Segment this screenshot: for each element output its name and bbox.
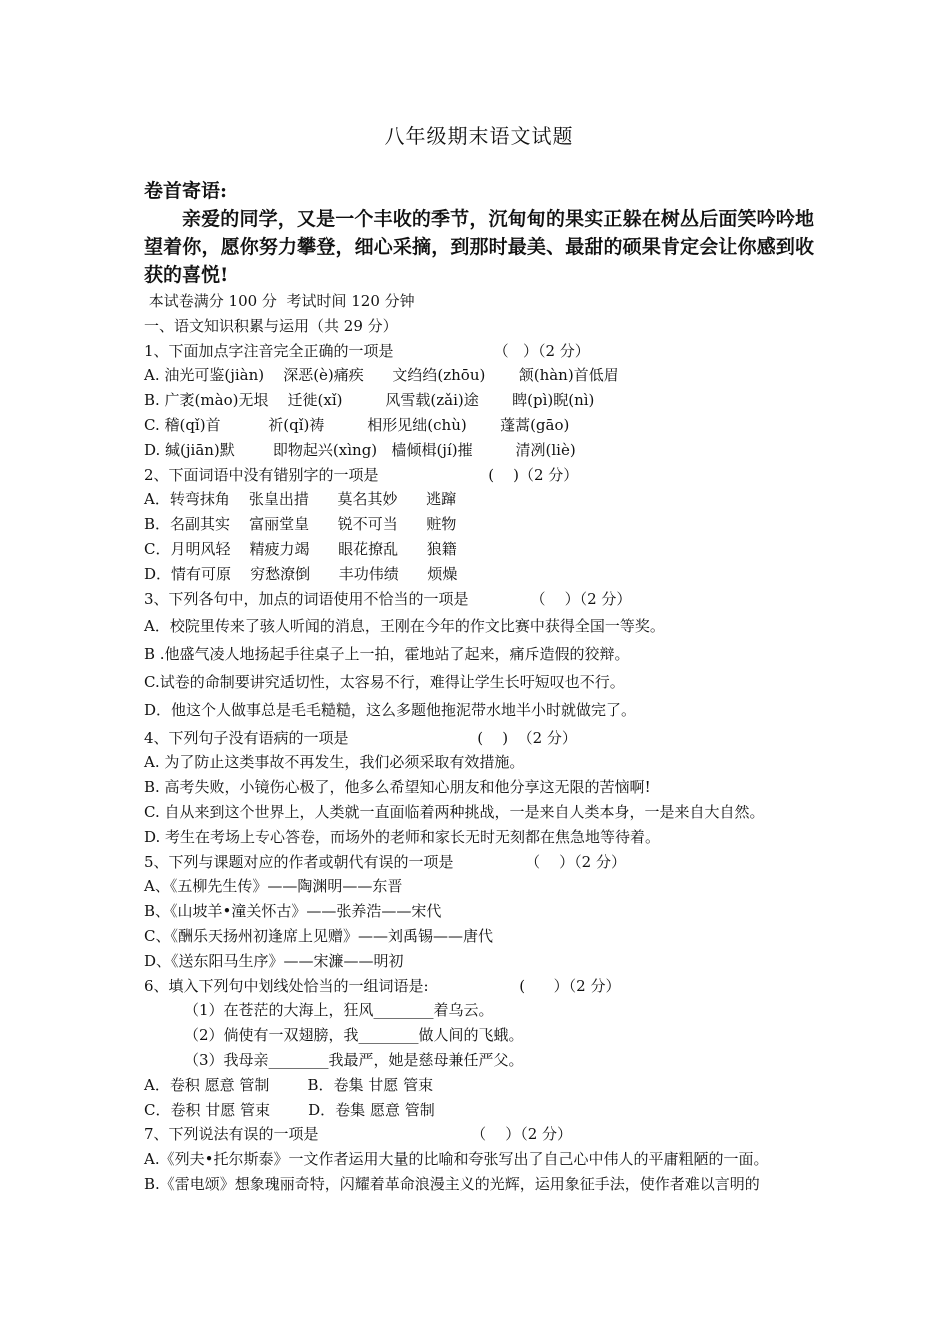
question-1-option-a: A. 油光可鉴(jiàn) 深恶(è)痛疾 文绉绉(zhōu) 颔(hàn)首低眉 [144,366,619,385]
question-7-option-a: A.《列夫•托尔斯泰》一文作者运用大量的比喻和夸张写出了自己心中伟人的平庸粗陋的一面。 [144,1150,769,1169]
question-5-stem: 5、下列与课题对应的作者或朝代有误的一项是 （ ）（2 分） [144,852,626,871]
question-5-option-d: D、《送东阳马生序》——宋濂——明初 [144,951,404,970]
question-6-item-3: （3）我母亲________我最严，她是慈母兼任严父。 [184,1050,524,1069]
question-6-options-ab: A．卷积 愿意 管制 B．卷集 甘愿 管束 [144,1075,434,1094]
page-title: 八年级期末语文试题 [384,124,574,148]
question-6-options-cd: C．卷积 甘愿 管束 D．卷集 愿意 管制 [144,1100,435,1119]
question-3-option-c: C.试卷的命制要讲究适切性，太容易不行，难得让学生长吁短叹也不行。 [144,672,625,691]
question-6-item-2: （2）倘使有一双翅膀，我________做人间的飞蛾。 [184,1026,524,1045]
exam-info: 本试卷满分 100 分 考试时间 120 分钟 [144,292,415,310]
question-3-option-b: B .他盛气凌人地扬起手往桌子上一拍，霍地站了起来，痛斥造假的狡辩。 [144,645,630,664]
question-2-option-c: C．月明风轻 精疲力竭 眼花撩乱 狼籍 [144,539,457,558]
question-2-option-a: A．转弯抹角 张皇出措 莫名其妙 逃蹿 [144,490,457,509]
preface-body: 亲爱的同学，又是一个丰收的季节，沉甸甸的果实正躲在树丛后面笑吟吟地望着你，愿你努力攀登，细心采摘，到那时最美、最甜的硕果肯定会让你感到收获的喜悦! [144,208,814,286]
question-1-option-c: C. 稽(qǐ)首 祈(qǐ)祷 相形见绌(chù) 蓬蒿(gāo) [144,415,570,434]
question-4-option-a: A. 为了防止这类事故不再发生，我们必须采取有效措施。 [144,753,525,772]
preface-heading: 卷首寄语: [144,180,228,202]
question-3-stem: 3、下列各句中，加点的词语使用不恰当的一项是 （ ）（2 分） [144,589,632,608]
question-3-option-d: D．他这个人做事总是毛毛糙糙，这么多题他拖泥带水地半小时就做完了。 [144,700,637,719]
question-5-option-a: A、《五柳先生传》——陶渊明——东晋 [144,877,403,896]
question-5-option-c: C、《酬乐天扬州初逢席上见赠》——刘禹锡——唐代 [144,926,493,945]
question-4-stem: 4、下列句子没有语病的一项是 ( ) （2 分） [144,728,577,747]
question-2-option-d: D．情有可原 穷愁潦倒 丰功伟绩 烦燥 [144,564,458,583]
exam-page [144,120,814,1197]
question-2-option-b: B．名副其实 富丽堂皇 锐不可当 赃物 [144,515,457,534]
question-2-stem: 2、下面词语中没有错别字的一项是 ( )（2 分） [144,465,579,484]
question-4-option-c: C. 自从来到这个世界上，人类就一直面临着两种挑战，一是来自人类本身，一是来自大自然。 [144,802,765,821]
section-heading: 一、语文知识积累与运用（共 29 分） [144,316,398,335]
question-1-option-b: B. 广袤(mào)无垠 迁徙(xǐ) 风雪载(zǎi)途 睥(pì)睨(nì) [144,391,595,410]
question-1-stem: 1、下面加点字注音完全正确的一项是 （ ）（2 分） [144,341,590,360]
question-5-option-b: B、《山坡羊•潼关怀古》——张养浩——宋代 [144,902,442,921]
question-4-option-d: D. 考生在考场上专心答卷，而场外的老师和家长无时无刻都在焦急地等待着。 [144,827,661,846]
question-4-option-b: B. 高考失败，小镜伤心极了，他多么希望知心朋友和他分享这无限的苦恼啊! [144,778,651,797]
question-3-option-a: A．校院里传来了骇人听闻的消息，王刚在今年的作文比赛中获得全国一等奖。 [144,617,665,636]
question-1-option-d: D. 缄(jiān)默 即物起兴(xìng) 樯倾楫(jí)摧 清冽(liè) [144,440,576,459]
question-6-stem: 6、填入下列句中划线处恰当的一组词语是: ( ）（2 分） [144,976,621,995]
question-6-item-1: （1）在苍茫的大海上，狂风________着乌云。 [184,1001,494,1020]
question-7-stem: 7、下列说法有误的一项是 （ ）（2 分） [144,1125,573,1144]
question-7-option-b: B.《雷电颂》想象瑰丽奇特，闪耀着革命浪漫主义的光辉，运用象征手法，使作者难以言明的 [144,1174,760,1193]
